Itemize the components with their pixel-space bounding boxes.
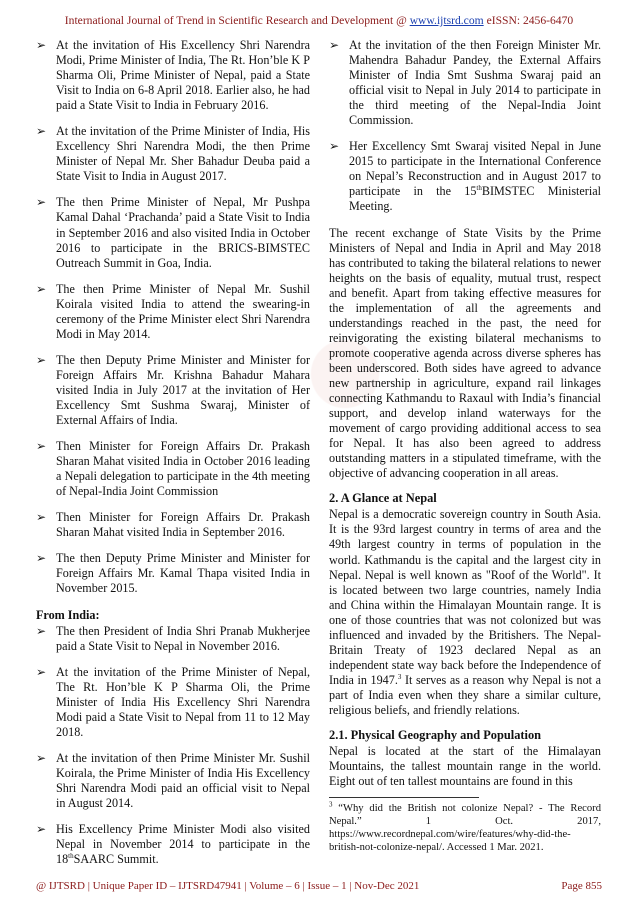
footnote-ref[interactable]: 3 xyxy=(397,672,402,681)
footnote: $^3$ “Why did the British not colonize Nepal? - The Record Nepal.” 1 Oct. 2017, https://www.recordnepal.com/wire/features/why-did-the-british-not-colonize-nepal/. Accessed 1 Mar. 2021. xyxy=(329,800,601,854)
list-item: ➢ His Excellency Prime Minister Modi also visited Nepal in November 2014 to participate in the 18thSAARC Summit. xyxy=(36,822,310,867)
from-india-heading: From India: xyxy=(36,607,100,622)
journal-title: International Journal of Trend in Scientific Research and Development @ xyxy=(64,14,407,27)
arrow-bullet-icon: ➢ xyxy=(329,38,340,52)
list-item: ➢ Her Excellency Smt Swaraj visited Nepal in June 2015 to participate in the International Conference on Nepal’s Reconstruction and in August 2017 to participate in the 15thBIMSTEC Ministerial Meeting. xyxy=(329,139,601,214)
bilateral-relations-paragraph: The recent exchange of State Visits by the Prime Ministers of Nepal and India in April and May 2018 has contributed to taking the bilateral relations to newer heights on the basis of equality, mutual trust, respect and benefit. Apart from taking effective measures for the implementation of all the agreements and understandings reached in the past, the need for reinvigorating the existing bilateral mechanisms to promote cooperative agenda across diverse spheres has been underscored. Both sides have agreed to advance new partnership in agriculture, expand rail linkages connecting Kathmandu to Raxaul with India’s financial support, and develop inland waterways for the movement of cargo providing additional access to sea for Nepal. It has also been agreed to address outstanding matters in a stipulated timeframe, with the objective of advancing cooperation in all areas. xyxy=(329,225,601,481)
arrow-bullet-icon: ➢ xyxy=(36,195,47,210)
arrow-bullet-icon: ➢ xyxy=(36,124,47,139)
list-item: ➢ Then Minister for Foreign Affairs Dr. Prakash Sharan Mahat visited India in September 2016. xyxy=(36,510,310,540)
arrow-bullet-icon: ➢ xyxy=(36,822,47,837)
journal-issn: eISSN: 2456-6470 xyxy=(486,14,574,27)
journal-url-link[interactable]: www.ijtsrd.com xyxy=(409,14,484,27)
arrow-bullet-icon: ➢ xyxy=(36,551,47,566)
arrow-bullet-icon: ➢ xyxy=(36,510,47,525)
arrow-bullet-icon: ➢ xyxy=(36,38,47,52)
list-item: ➢ At the invitation of the Prime Minister of India, His Excellency Shri Narendra Modi, the then Prime Minister of Nepal Mr. Sher Bahadur Deuba paid a State Visit to India in August 2017. xyxy=(36,124,310,184)
geography-paragraph: Nepal is located at the start of the Himalayan Mountains, the tallest mountain range in the world. Eight out of ten tallest mountains are found in this xyxy=(329,744,601,789)
journal-header xyxy=(0,14,638,27)
list-item: ➢ The then Prime Minister of Nepal, Mr Pushpa Kamal Dahal ‘Prachanda’ paid a State Visit to India in September 2016 and also visited India in October 2016 to participate in the BRICS-BIMSTEC Outreach Summit in Goa, India. xyxy=(36,195,310,270)
arrow-bullet-icon: ➢ xyxy=(36,281,47,296)
arrow-bullet-icon: ➢ xyxy=(329,139,340,154)
from-india-visit-list xyxy=(36,624,310,812)
glance-at-nepal-paragraph: Nepal is a democratic sovereign country in South Asia. It is the 93rd largest country in terms of area and the 49th largest country in terms of population in the world. Kathmandu is the capital and the largest city in Nepal. Nepal is well known as "Roof of the World". It is located between two large countries, namely India and China within the Himalayan Mountain range. It is one of those countries that was not colonized but was influenced and invaded by the Britishers. The Nepal-Britain Treaty of 1923 declared Nepal as an independent state way back before the Independence of India in 1947.$^3$ It serves as a reason why Nepal is not a part of India even when they share a similar culture, religious beliefs, and friendly relations. xyxy=(329,507,601,717)
arrow-bullet-icon: ➢ xyxy=(36,750,47,765)
list-item: ➢ At the invitation of His Excellency Shri Narendra Modi, Prime Minister of India, The Rt. Hon’ble K P Sharma Oli, Prime Minister of Nepal, paid a State Visit to India on 6-8 April 2018. Earlier also, he had paid a State Visit to India in February 2016. xyxy=(36,38,310,113)
from-nepal-visit-list xyxy=(36,38,310,597)
list-item: ➢ The then Prime Minister of Nepal Mr. Sushil Koirala visited India to attend the swearing-in ceremony of the Prime Minister elect Shri Narendra Modi in May 2014. xyxy=(36,281,310,341)
left-column xyxy=(36,38,310,878)
list-item: ➢ At the invitation of the then Foreign Minister Mr. Mahendra Bahadur Pandey, the External Affairs Minister of India Smt Sushma Swaraj paid an official visit to Nepal in July 2014 to participate in the third meeting of the Nepal-India Joint Commission. xyxy=(329,38,601,128)
list-item: ➢ At the invitation of then Prime Minister Mr. Sushil Koirala, the Prime Minister of India His Excellency Shri Narendra Modi paid an official visit to Nepal in August 2014. xyxy=(36,750,310,811)
arrow-bullet-icon: ➢ xyxy=(36,439,47,454)
footnote-divider xyxy=(329,797,479,798)
list-item: ➢ The then Deputy Prime Minister and Minister for Foreign Affairs Mr. Kamal Thapa visited India in November 2015. xyxy=(36,551,310,596)
section-2-1-heading: 2.1. Physical Geography and Population xyxy=(329,728,542,743)
right-column xyxy=(329,38,601,854)
arrow-bullet-icon: ➢ xyxy=(36,664,47,679)
list-item: ➢ The then Deputy Prime Minister and Minister for Foreign Affairs Mr. Krishna Bahadur Mahara visited India in July 2017 at the invitation of Her Excellency Smt Sushma Swaraj, Minister of External Affairs of India. xyxy=(36,352,310,428)
section-2-heading: 2. A Glance at Nepal xyxy=(329,491,437,506)
list-item: ➢ The then President of India Shri Pranab Mukherjee paid a State Visit to Nepal in November 2016. xyxy=(36,623,310,653)
list-item: ➢ Then Minister for Foreign Affairs Dr. Prakash Sharan Mahat visited India in October 2016 leading a Nepali delegation to participate in the 4th meeting of Nepal-India Joint Commission xyxy=(36,439,310,499)
arrow-bullet-icon: ➢ xyxy=(36,623,47,638)
list-item: ➢ At the invitation of the Prime Minister of Nepal, The Rt. Hon’ble K P Sharma Oli, the Prime Minister of India His Excellency Shri Narendra Modi paid a State Visit to Nepal from 11 to 12 May 2018. xyxy=(36,664,310,739)
footer-paper-info: @ IJTSRD | Unique Paper ID – IJTSRD47941 | Volume – 6 | Issue – 1 | Nov-Dec 2021 xyxy=(36,880,420,892)
arrow-bullet-icon: ➢ xyxy=(36,352,47,367)
page-number: Page 855 xyxy=(561,880,602,892)
